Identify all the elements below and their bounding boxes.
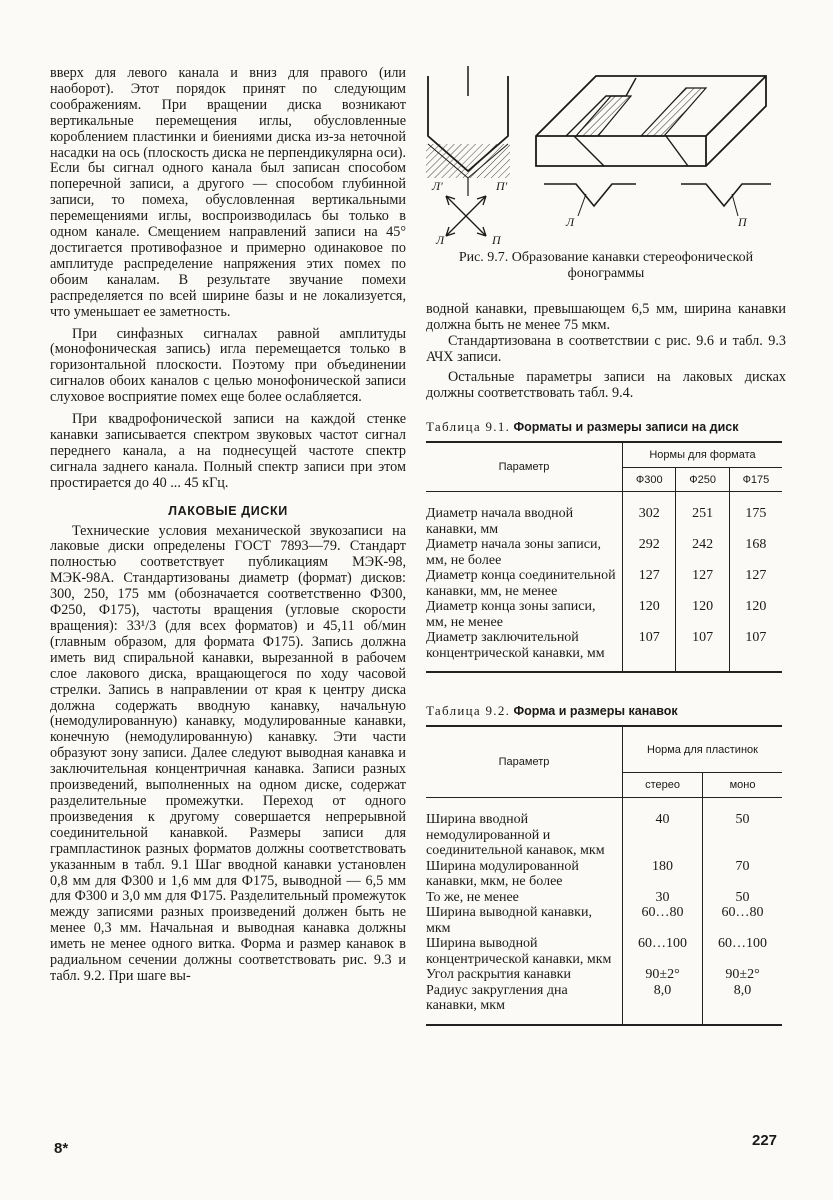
label-right-prime: П' (496, 179, 508, 193)
left-column (50, 66, 406, 985)
row-value: 107 (623, 630, 676, 672)
groove-profile (544, 184, 771, 216)
row-value: 127 (676, 568, 729, 599)
table1-col-header: Ф175 (729, 467, 782, 491)
table1-param-header: Параметр (426, 442, 623, 492)
table2-number: Таблица 9.2. (426, 703, 511, 719)
figure-groove (426, 66, 786, 248)
row-value: 180 (623, 859, 703, 890)
row-value: 90±2° (623, 967, 703, 983)
row-value: 175 (745, 506, 767, 522)
row-param: Радиус закругления дна канавки, мкм (426, 983, 623, 1025)
label-profile-right: П (738, 215, 747, 229)
table2-title: Форма и размеры канавок (513, 704, 678, 719)
table2-group-header: Норма для пластинок (623, 726, 783, 772)
paragraph-quad: При квадрофонической записи на каждой стенке канавки записывается спектром звуковых частот сигнал переднего канала, а на поднесущей частоте спектр сигнала заднего канала. Полный спектр записи при этом простирается до 40 ... 45 кГц. (50, 411, 406, 491)
label-left: Л (436, 233, 445, 247)
table2-col-header: стерео (623, 772, 703, 798)
row-value: 60…80 (721, 905, 764, 921)
row-value: 168 (745, 537, 767, 553)
row-value: 120 (676, 599, 729, 630)
paragraph-lacquer: Технические условия механической звукозаписи на лаковые диски определены ГОСТ 7893—79. Стандарт полностью соответствует публикациям МЭК-98, МЭК-98А. Стандартизованы диаметр (формат) дисков: 300, 250, 175 мм (обозначается соответственно Ф300, Ф250, Ф175), частоты вращения (угловые скорости вращения): 33¹/3 (для всех форматов) и 45,11 об/мин (главным образом, для формата Ф175). Запись должна иметь вид спиральной канавки, вырезанной в рабочем слое лакового диска, вращающегося по ходу часовой стрелки. Запись в направлении от края к центру диска должна содержать вводную канавку, начальную (немодулированную) канавку, модулированные канавки, конечную (немодулированную) канавку. Эти части образуют зону записи. Далее следуют выводная канавка и заключительная концентричная канавка. Записи разных произведений, выполненных на одном диске, содержат разделительные промежутки. Переход от одного произведения к другому совершается непрерывной соединительной канавкой. Размеры записи для грампластинок разных форматов должны соответствовать указанным в табл. 9.1 Шаг вводной канавки установлен 0,8 мм для Ф300 и 1,6 мм для Ф175, выводной — 6,5 мм для Ф300 и 3,0 мм для Ф175. Разделительный промежуток между записями разных произведений должен быть не менее 0,3 мм. Начальная и выводная канавка должны иметь не менее одного витка. Форма и размер канавок в радиальном сечении должны соответствовать рис. 9.3 и табл. 9.2. При шаге вы- (50, 522, 406, 984)
row-param: Диаметр конца зоны записи, мм, не менее (426, 599, 623, 630)
row-param: Угол раскрытия канавки (426, 967, 623, 983)
row-value: 40 (623, 798, 703, 859)
row-param: Диаметр заключительной концентрической канавки, мм (426, 630, 623, 672)
row-value: 8,0 (703, 983, 782, 1025)
table-row (426, 859, 782, 890)
table1-col-header: Ф300 (623, 467, 676, 491)
table2-col-header: моно (703, 772, 782, 798)
table-formats (426, 441, 782, 673)
row-value: 127 (623, 568, 676, 599)
row-param: Ширина выводной канавки, мкм (426, 905, 623, 936)
table-row (426, 983, 782, 1025)
table2-caption (426, 703, 786, 719)
page-number: 227 (752, 1132, 778, 1149)
row-value: 50 (735, 812, 750, 828)
row-param: Ширина выводной концентрической канавки, мкм (426, 936, 623, 967)
row-value: 70 (735, 858, 750, 874)
right-column (426, 66, 786, 1026)
table-row (426, 537, 782, 568)
row-param: Диаметр начала зоны записи, мм, не более (426, 537, 623, 568)
row-param: Диаметр начала вводной канавки, мм (426, 492, 623, 538)
paragraph-intro: вверх для левого канала и вниз для правого (или наоборот). Этот порядок принят по следующим соображениям. При вращении диска возникают вертикальные перемещения иглы, обусловленные короблением пластинки и биениями диска из-за неточной насадки на ось (плоскость диска не перпендикулярна оси). Если бы сигнал одного канала был записан способом поперечной записи, а другого — способом глубинной записи, то помеха, обусловленная вертикальными перемещениями иглы, воспроизводилась бы только в одном канале. Смещением направлений записи на 45° достигается противофазное и примерно одинаковое по амплитуде распределение напряжения этих помех по обоим каналам. В результате звучание помехи распределяется по всей ширине базы и не локализуется, что уменьшает ее заметность. (50, 65, 406, 320)
table1-group-header: Нормы для формата (623, 442, 783, 467)
label-right: П (492, 233, 501, 247)
row-value: 292 (623, 537, 676, 568)
row-value: 90±2° (725, 967, 760, 983)
label-left-prime: Л' (432, 179, 443, 193)
row-value: 50 (735, 889, 750, 905)
table2-param-header: Параметр (426, 726, 623, 798)
paragraph-rest: Остальные параметры записи на лаковых дисках должны соответствовать табл. 9.4. (426, 368, 786, 401)
table-row (426, 967, 782, 983)
stylus-diagram (426, 66, 510, 236)
row-param: Ширина модулированной канавки, мкм, не более (426, 859, 623, 890)
row-value: 60…100 (623, 936, 703, 967)
signature-mark: 8* (54, 1140, 69, 1157)
row-value: 107 (729, 630, 782, 672)
paragraph-mono: При синфазных сигналах равной амплитуды (монофоническая запись) игла перемещается только в горизонтальной плоскости. Поэтому при объединении сигналов обоих каналов с целью монофонической записи слуховое восприятие помех еще более ослабляется. (50, 325, 406, 406)
row-value: 107 (676, 630, 729, 672)
table-row (426, 798, 782, 859)
paragraph-continuation: водной канавки, превышающем 6,5 мм, ширина канавки должна быть не менее 75 мкм. (426, 301, 786, 333)
table1-title: Форматы и размеры записи на диск (513, 420, 739, 435)
table-row (426, 492, 782, 538)
table-row (426, 890, 782, 906)
table1-col-header: Ф250 (676, 467, 729, 491)
table-row (426, 599, 782, 630)
row-value: 251 (676, 492, 729, 538)
table-groove-dimensions (426, 725, 782, 1026)
row-value: 242 (676, 537, 729, 568)
row-value: 30 (623, 890, 703, 906)
disc-groove-perspective (536, 76, 766, 166)
row-value: 302 (623, 492, 676, 538)
row-value: 120 (745, 599, 767, 615)
table1-number: Таблица 9.1. (426, 419, 511, 435)
table-row (426, 905, 782, 936)
row-value: 120 (623, 599, 676, 630)
table1-caption (426, 419, 786, 435)
table-row (426, 568, 782, 599)
label-profile-left: Л (566, 215, 575, 229)
row-param: То же, не менее (426, 890, 623, 906)
table-row (426, 630, 782, 672)
paragraph-standard: Стандартизована в соответствии с рис. 9.6 и табл. 9.3 АЧХ записи. (426, 332, 786, 365)
row-param: Ширина вводной немодулированной и соединительной канавок, мкм (426, 798, 623, 859)
row-value: 60…80 (623, 905, 703, 936)
section-heading: ЛАКОВЫЕ ДИСКИ (168, 503, 288, 518)
figure-caption: Рис. 9.7. Образование канавки стереофонической фонограммы (458, 250, 754, 281)
row-value: 8,0 (623, 983, 703, 1025)
row-param: Диаметр конца соединительной канавки, мм, не менее (426, 568, 623, 599)
table-row (426, 936, 782, 967)
groove-illustration (426, 66, 786, 248)
row-value: 60…100 (718, 936, 768, 952)
row-value: 127 (745, 568, 767, 584)
